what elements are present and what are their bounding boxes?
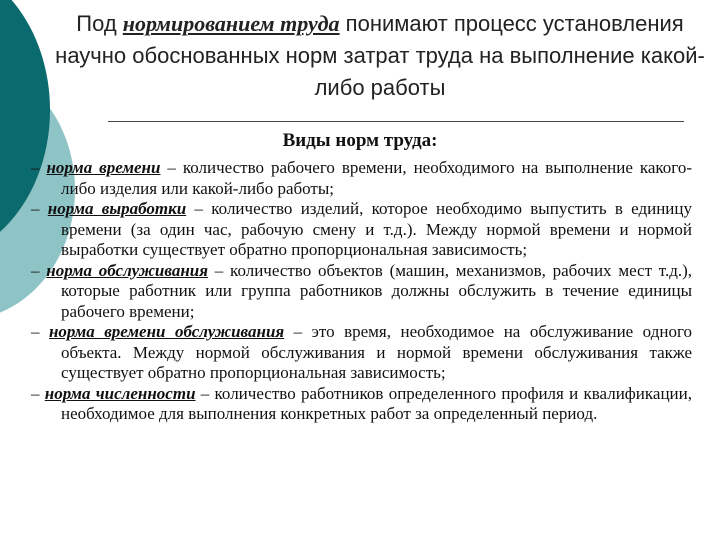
list-item-headcount-norm [31, 384, 692, 425]
title-suffix: понимают процесс установления научно обоснованных норм затрат труда на выполнение какой-либо работы [55, 11, 705, 100]
list-item-time-norm [31, 158, 692, 199]
item-text: – количество объектов (машин, механизмов, рабочих мест т.д.), которые работник или группа работников должны обслужить в течение единицы рабочего времени; [61, 260, 693, 321]
item-text: – количество изделий, которое необходимо выпустить в единицу времени (за один час, рабочую смену и т.д.). Между нормой времени и нормой выработки существует обратно пропорциональная зависимость; [61, 199, 693, 259]
item-term: норма обслуживания [46, 260, 208, 280]
item-text: – количество рабочего времени, необходимого на выполнение какого-либо изделия или какой-либо работы; [61, 158, 692, 198]
norms-list [31, 158, 692, 425]
list-item-service-norm [31, 261, 692, 323]
title-emphasis: нормированием труда [122, 11, 340, 36]
item-text: – количество работников определенного профиля и квалификации, необходимое для выполнения конкретных работ за определенный период. [61, 383, 692, 423]
item-text: – это время, необходимое на обслуживание одного объекта. Между нормой обслуживания и нормой времени обслуживания также существует обратно пропорциональная зависимость; [61, 322, 692, 382]
item-dash: – [31, 260, 47, 280]
item-term: норма времени обслуживания [48, 322, 285, 341]
title-prefix: Под [76, 11, 123, 36]
slide-title [40, 8, 720, 104]
list-item-output-norm [31, 199, 692, 261]
item-term: норма времени [46, 158, 161, 177]
divider-line [108, 121, 684, 122]
item-dash: – [31, 158, 47, 177]
item-term: норма численности [44, 383, 196, 403]
item-term: норма выработки [47, 199, 187, 218]
item-dash: – [31, 199, 48, 218]
list-item-service-time-norm [31, 322, 692, 384]
item-dash: – [31, 383, 45, 403]
item-dash: – [31, 322, 49, 341]
section-heading: Виды норм труда: [282, 130, 438, 151]
